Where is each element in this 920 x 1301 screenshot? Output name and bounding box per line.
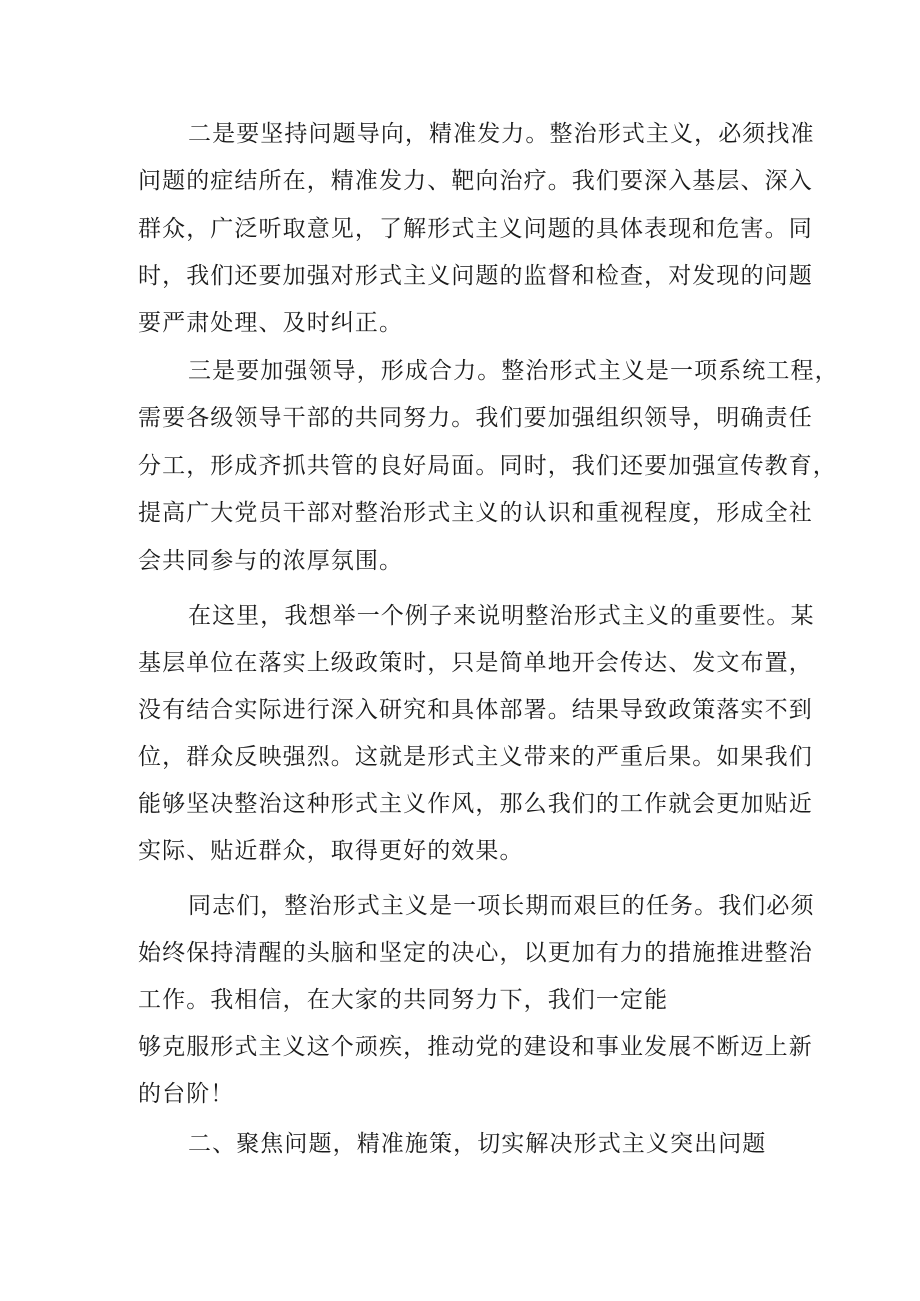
paragraph-2-line-3: 分工，形成齐抓共管的良好局面。同时，我们还要加强宣传教育， [138, 453, 837, 479]
paragraph-4-line-1: 同志们，整治形式主义是一项长期而艰巨的任务。我们必须 [188, 893, 815, 919]
paragraph-2-line-1: 三是要加强领导，形成合力。整治形式主义是一项系统工程， [188, 358, 839, 384]
paragraph-3-line-4: 位，群众反映强烈。这就是形式主义带来的严重后果。如果我们 [138, 744, 813, 770]
paragraph-2-line-5: 会共同参与的浓厚氛围。 [138, 548, 404, 574]
paragraph-2-line-2: 需要各级领导干部的共同努力。我们要加强组织领导，明确责任 [138, 405, 813, 431]
paragraph-3-line-6: 实际、贴近群众，取得更好的效果。 [138, 838, 524, 864]
paragraph-4-line-2: 始终保持清醒的头脑和坚定的决心，以更加有力的措施推进整治 [138, 940, 813, 966]
paragraph-1-line-1: 二是要坚持问题导向，精准发力。整治形式主义，必须找准 [188, 121, 815, 147]
paragraph-3-line-3: 没有结合实际进行深入研究和具体部署。结果导致政策落实不到 [138, 697, 813, 723]
paragraph-4-line-3: 工作。我相信，在大家的共同努力下，我们一定能 [138, 987, 669, 1013]
paragraph-1-line-2: 问题的症结所在，精准发力、靶向治疗。我们要深入基层、深入 [138, 168, 813, 194]
paragraph-4-line-5: 的台阶！ [138, 1081, 235, 1107]
paragraph-1-line-4: 时，我们还要加强对形式主义问题的监督和检查，对发现的问题 [138, 263, 813, 289]
section-heading: 二、聚焦问题，精准施策，切实解决形式主义突出问题 [188, 1131, 767, 1157]
paragraph-3-line-2: 基层单位在落实上级政策时，只是简单地开会传达、发文布置， [138, 650, 813, 676]
paragraph-3-line-5: 能够坚决整治这种形式主义作风，那么我们的工作就会更加贴近 [138, 791, 813, 817]
paragraph-3-line-1: 在这里，我想举一个例子来说明整治形式主义的重要性。某 [188, 603, 815, 629]
paragraph-1-line-3: 群众，广泛听取意见，了解形式主义问题的具体表现和危害。同 [138, 216, 813, 242]
paragraph-1-line-5: 要严肃处理、及时纠正。 [138, 310, 404, 336]
paragraph-4-line-4: 够克服形式主义这个顽疾，推动党的建设和事业发展不断迈上新 [138, 1034, 813, 1060]
paragraph-2-line-4: 提高广大党员干部对整治形式主义的认识和重视程度，形成全社 [138, 500, 813, 526]
